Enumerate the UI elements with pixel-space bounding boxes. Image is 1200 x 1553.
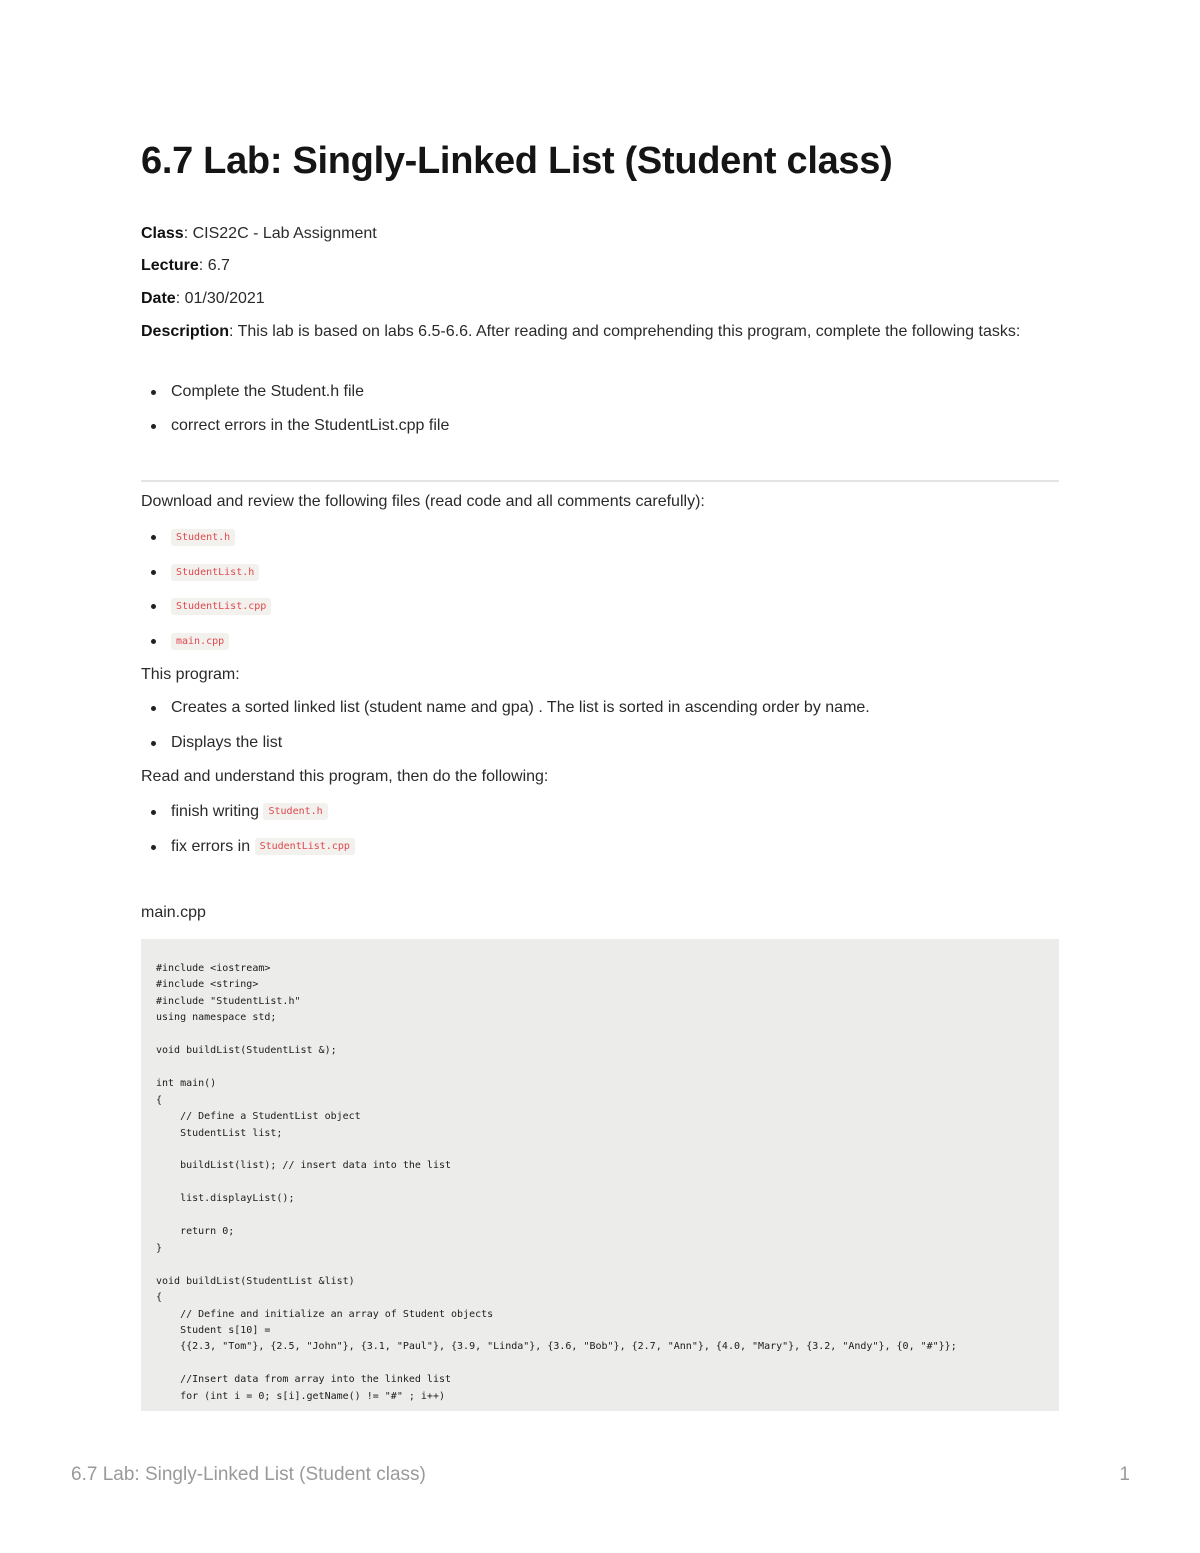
program-item: Displays the list	[141, 731, 870, 755]
todo-code-studentlist-cpp: StudentList.cpp	[255, 838, 355, 855]
program-item: Creates a sorted linked list (student name and gpa) . The list is sorted in ascending order by name.	[141, 696, 870, 720]
date-value: : 01/30/2021	[175, 290, 265, 307]
file-item[interactable]	[141, 561, 271, 585]
file-item[interactable]	[141, 630, 271, 654]
description-field	[141, 319, 1059, 344]
footer-title: 6.7 Lab: Singly-Linked List (Student class)	[71, 1464, 426, 1485]
page-title: 6.7 Lab: Singly-Linked List (Student class)	[141, 140, 893, 182]
file-link-main-cpp[interactable]: main.cpp	[171, 633, 229, 650]
program-intro: This program:	[141, 666, 240, 683]
download-intro: Download and review the following files (read code and all comments carefully):	[141, 493, 705, 510]
file-link-student-h[interactable]: Student.h	[171, 529, 235, 546]
todo-text: finish writing	[171, 803, 264, 821]
file-link-studentlist-cpp[interactable]: StudentList.cpp	[171, 598, 271, 615]
task-item: correct errors in the StudentList.cpp file	[141, 414, 449, 438]
todo-list	[141, 800, 355, 859]
date-label: Date	[141, 290, 176, 307]
file-link-studentlist-h[interactable]: StudentList.h	[171, 564, 259, 581]
file-item[interactable]	[141, 526, 271, 550]
footer-page-number: 1	[1119, 1464, 1130, 1485]
lecture-field	[141, 254, 230, 278]
task-list	[141, 380, 449, 438]
file-item[interactable]	[141, 595, 271, 619]
code-heading: main.cpp	[141, 904, 206, 921]
section-divider	[141, 480, 1059, 482]
class-label: Class	[141, 225, 184, 242]
todo-code-student-h: Student.h	[263, 803, 327, 820]
todo-item	[141, 835, 355, 859]
class-field	[141, 222, 377, 246]
lecture-value: : 6.7	[198, 257, 230, 274]
code-block	[141, 939, 1059, 1411]
class-value: : CIS22C - Lab Assignment	[183, 225, 377, 242]
file-list	[141, 526, 271, 654]
lecture-label: Lecture	[141, 257, 199, 274]
todo-intro: Read and understand this program, then do the following:	[141, 768, 549, 785]
program-list	[141, 696, 870, 755]
description-label: Description	[141, 323, 230, 340]
code-text: #include <iostream> #include <string> #include "StudentList.h" using namespace std; void buildList(StudentList &); int main() { // Define a StudentList object StudentList list; buildList(list); // insert data into the list list.displayList(); return 0; } void buildList(StudentList &list) { // Define and initialize an array of Student objects Student s[10] = {{2.3, "Tom"}, {2.5, "John"}, {3.1, "Paul"}, {3.9, "Linda"}, {3.6, "Bob"}, {2.7, "Ann"}, {4.0, "Mary"}, {3.2, "Andy"}, {0, "#"}}; //Insert data from array into the linked list for (int i = 0; s[i].getName() != "#" ; i++)	[156, 963, 957, 1402]
todo-text: fix errors in	[171, 838, 255, 856]
task-item: Complete the Student.h file	[141, 380, 449, 404]
todo-item	[141, 800, 355, 824]
date-field	[141, 287, 265, 311]
description-value: : This lab is based on labs 6.5-6.6. After reading and comprehending this program, complete the following tasks:	[229, 323, 1021, 340]
